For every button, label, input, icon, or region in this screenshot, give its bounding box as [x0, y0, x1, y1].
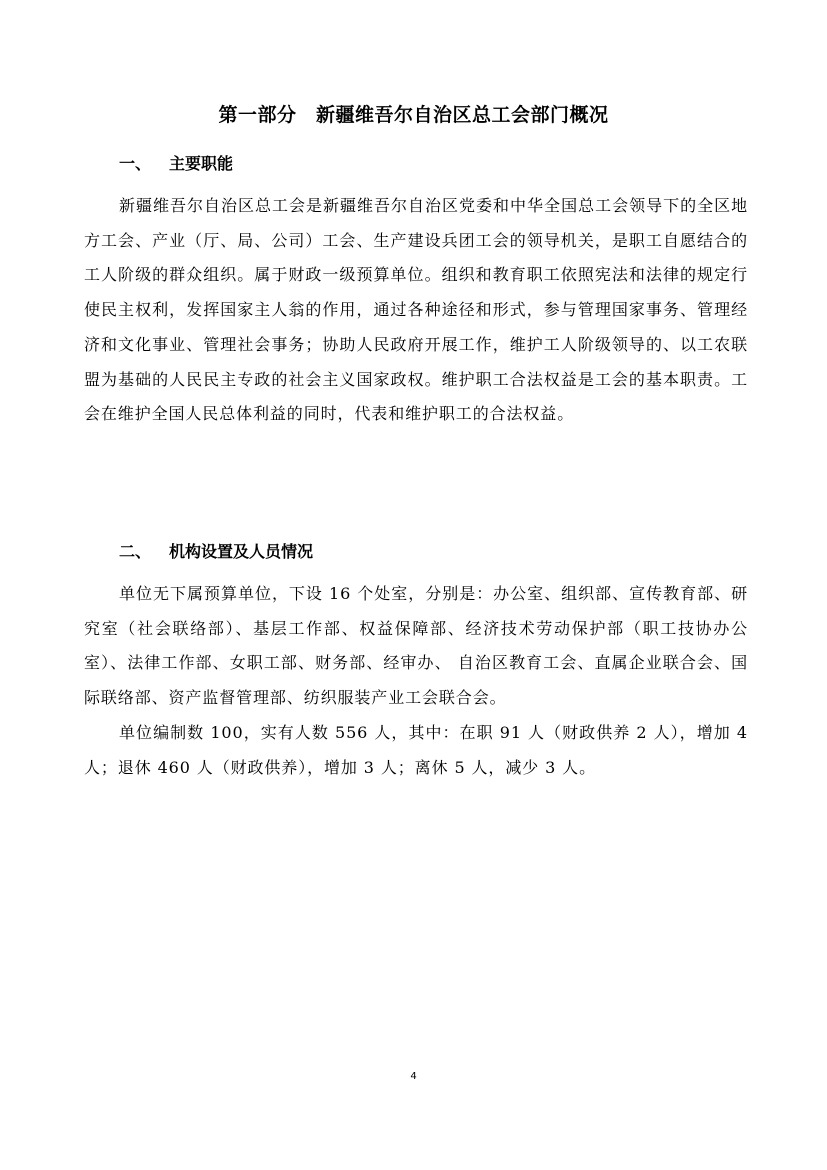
- paragraph: 单位编制数 100，实有人数 556 人，其中：在职 91 人（财政供养 2 人），增加 4 人；退休 460 人（财政供养），增加 3 人；离休 5 人，减少 3 人。: [84, 722, 748, 777]
- section-body-organization: [84, 577, 748, 785]
- page-number: 4: [410, 1071, 417, 1082]
- section-heading-functions: [119, 152, 233, 176]
- section-heading-text: 机构设置及人员情况: [169, 542, 314, 561]
- section-body-functions: [84, 189, 748, 432]
- page-title: 第一部分 新疆维吾尔自治区总工会部门概况: [218, 104, 609, 126]
- section-number: 一、: [119, 154, 152, 173]
- paragraph: 新疆维吾尔自治区总工会是新疆维吾尔自治区党委和中华全国总工会领导下的全区地方工会、产业（厅、局、公司）工会、生产建设兵团工会的领导机关，是职工自愿结合的工人阶级的群众组织。属于财政一级预算单位。组织和教育职工依照宪法和法律的规定行使民主权利，发挥国家主人翁的作用，通过各种途径和形式，参与管理国家事务、管理经济和文化事业、管理社会事务；协助人民政府开展工作，维护工人阶级领导的、以工农联盟为基础的人民民主专政的社会主义国家政权。维护职工合法权益是工会的基本职责。工会在维护全国人民总体利益的同时，代表和维护职工的合法权益。: [84, 196, 748, 424]
- paragraph: 单位无下属预算单位，下设 16 个处室，分别是：办公室、组织部、宣传教育部、研究室（社会联络部）、基层工作部、权益保障部、经济技术劳动保护部（职工技协办公室）、法律工作部、女职工部、财务部、经审办、 自治区教育工会、直属企业联合会、国际联络部、资产监督管理部、纺织服装产业工会联合会。: [84, 584, 748, 708]
- section-heading-text: 主要职能: [169, 154, 234, 173]
- section-heading-organization: [119, 540, 313, 564]
- section-number: 二、: [119, 542, 152, 561]
